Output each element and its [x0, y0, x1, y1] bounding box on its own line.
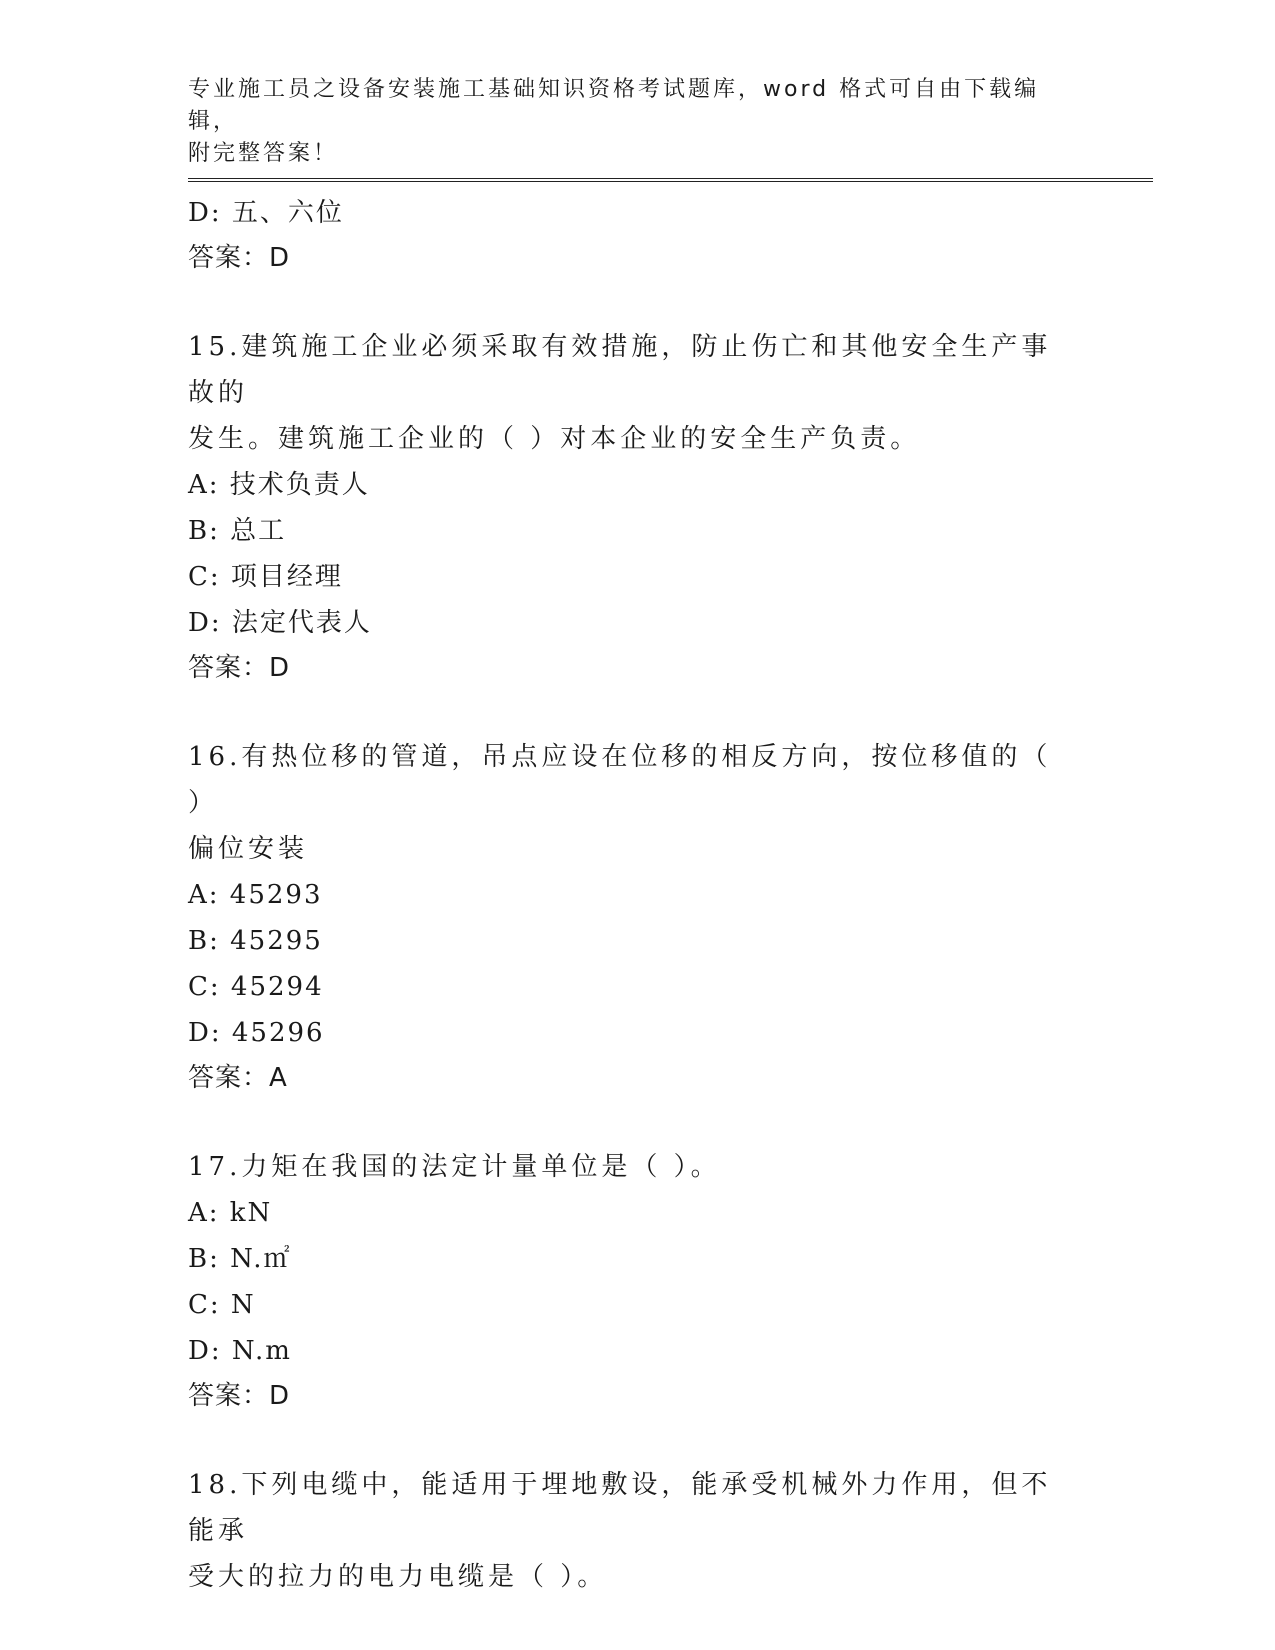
question-18	[188, 1462, 1088, 1600]
question-text-line: 受大的拉力的电力电缆是（ ）。	[188, 1562, 608, 1592]
option-b: B: 45295	[188, 926, 323, 956]
question-15	[188, 324, 1088, 690]
option-a: A: 技术负责人	[188, 470, 370, 500]
question-text-line: 18.下列电缆中，能适用于埋地敷设，能承受机械外力作用，但不能承	[188, 1470, 1052, 1546]
header-line-1: 专业施工员之设备安装施工基础知识资格考试题库，word 格式可自由下载编辑，	[188, 77, 1040, 134]
option-c: C: 45294	[188, 972, 324, 1002]
option-b: B: 总工	[188, 516, 287, 546]
option-c: C: 项目经理	[188, 562, 343, 592]
option-d: D: N.m	[188, 1336, 292, 1366]
answer-line: 答案：D	[188, 243, 291, 273]
option-d: D: 45296	[188, 1018, 325, 1048]
answer-line: 答案：D	[188, 653, 291, 683]
option-a: A: 45293	[188, 880, 323, 910]
header-line-2: 附完整答案！	[188, 141, 339, 166]
question-text-line: 17.力矩在我国的法定计量单位是（ ）。	[188, 1152, 721, 1182]
option-d: D: 法定代表人	[188, 608, 372, 638]
question-text-line: 15.建筑施工企业必须采取有效措施，防止伤亡和其他安全生产事故的	[188, 332, 1052, 408]
option-c: C: N	[188, 1290, 256, 1320]
answer-line: 答案：A	[188, 1063, 288, 1093]
question-text-line: 16.有热位移的管道，吊点应设在位移的相反方向，按位移值的（ ）	[188, 742, 1052, 818]
header-divider	[188, 178, 1153, 182]
question-17	[188, 1144, 1088, 1418]
question-content	[188, 190, 1088, 1600]
carryover-block	[188, 190, 1088, 280]
option-b: B: N.㎡	[188, 1244, 292, 1274]
answer-line: 答案：D	[188, 1381, 291, 1411]
question-16	[188, 734, 1088, 1100]
option-d: D: 五、六位	[188, 198, 344, 228]
question-text-line: 发生。建筑施工企业的（ ）对本企业的安全生产负责。	[188, 424, 921, 454]
option-a: A: kN	[188, 1198, 273, 1228]
page-header	[188, 74, 1088, 170]
question-text-line: 偏位安装	[188, 834, 309, 864]
